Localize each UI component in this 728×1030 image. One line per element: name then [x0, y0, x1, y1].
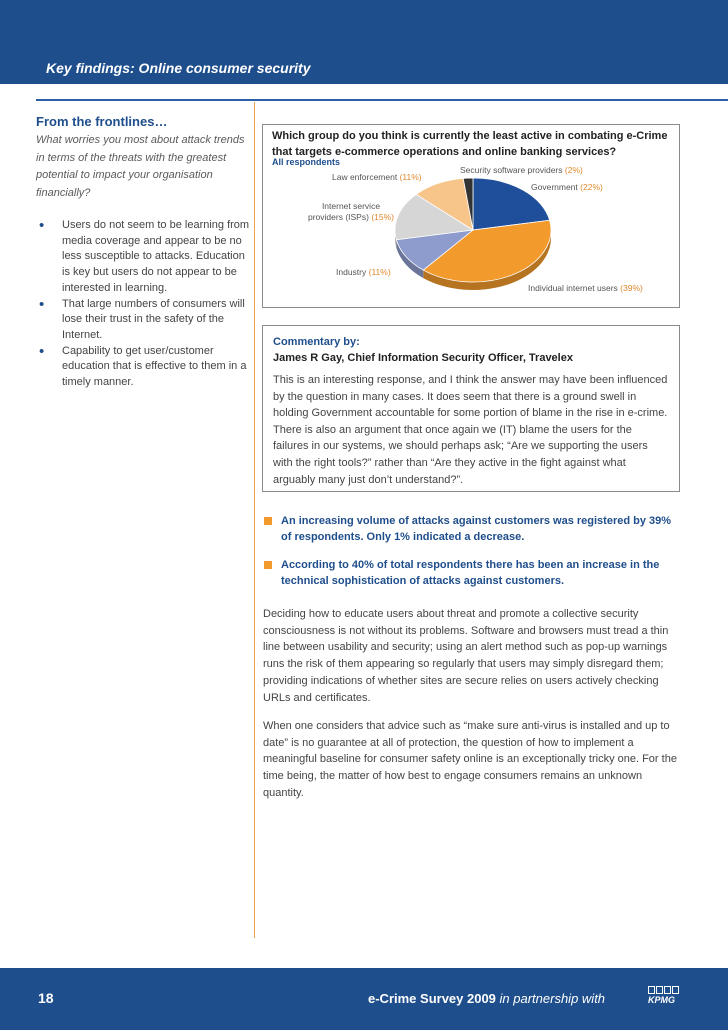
section-title: Key findings: Online consumer security — [46, 60, 311, 76]
chart-box — [262, 124, 680, 308]
frontlines-question: What worries you most about attack trends in terms of the threats with the greatest potential to impact your organisation financially? — [36, 134, 245, 199]
pie-label-text: Government — [531, 182, 578, 192]
pie-label-text: Industry — [336, 267, 367, 277]
survey-name: e-Crime Survey 2009 — [368, 991, 496, 1006]
partnership-text: in partnership with — [495, 991, 606, 1006]
commentary-text: This is an interesting response, and I think the answer may have been influenced by the question in many cases. It does seem that there is a ground swell in holding Government accountable for some portion of blame in the rise in e-crime. There is also an argument that once again we (IT) blame the users for the failures in our systems, we should perhaps ask; “Are we supporting the users with the right tools?” rather than “Are they active in the fight against what arguably many just don’t understand?”. — [273, 374, 668, 486]
commentary-author: James R Gay, Chief Information Security Officer, Travelex — [273, 352, 573, 364]
pie-label-pct: (11%) — [368, 267, 391, 277]
frontlines-bullet: • Capability to get user/customer education that is effective to them in a timely manner. — [36, 344, 251, 391]
footer-text — [368, 991, 605, 1006]
body-paragraph: Deciding how to educate users about threat and promote a collective security consciousness is not without its problems. Software and browsers must tread a thin line between usability and security; using an alert method such as pop-up warnings runs the risk of them appearing so regularly that users may simply disregard them; providing indications of whether sites are secure relies on users actively checking URLs and certificates. — [263, 608, 669, 704]
pie-label-text: Individual internet users — [528, 283, 618, 293]
pie-label-text: Law enforcement — [332, 172, 398, 182]
pie-label-pct: (39%) — [620, 283, 643, 293]
chart-title: Which group do you think is currently the least active in combating e-Crime that targets e-commerce operations and online banking services? — [272, 130, 668, 158]
page-number: 18 — [38, 990, 54, 1006]
kpmg-logo — [648, 986, 682, 1008]
key-finding: According to 40% of total respondents there has been an increase in the technical sophistication of attacks against customers. — [264, 557, 684, 589]
pie-label-text: Security software providers — [460, 165, 563, 175]
footer-band — [0, 968, 728, 1030]
pie-label-isps — [293, 201, 409, 223]
pie-label-industry — [336, 267, 391, 278]
body-paragraph: When one considers that advice such as “make sure anti-virus is installed and up to date” is no guarantee at all of protection, the question of how to implement a meaningful baseline for consumer safety online is an exceptionally tricky one. For the time being, the matter of how best to engage consumers remains an unknown quantity. — [263, 720, 677, 799]
frontlines-column — [36, 114, 251, 391]
chart-subtitle: All respondents — [272, 157, 341, 167]
key-finding: An increasing volume of attacks against customers was registered by 39% of respondents. Only 1% indicated a decrease. — [264, 513, 684, 545]
pie-label-pct: (15%) — [371, 212, 394, 222]
pie-label-government — [531, 182, 603, 193]
pie-label-pct: (2%) — [564, 165, 583, 175]
pie-label-security-software — [460, 165, 583, 176]
commentary-box — [262, 325, 680, 492]
header-rule — [36, 99, 728, 101]
pie-label-pct: (11%) — [399, 172, 422, 182]
pie-label-pct: (22%) — [580, 182, 603, 192]
frontlines-bullet: • Users do not seem to be learning from media coverage and appear to be no less susceptible to attacks. Education is key but users do not appear to be interested in learning. — [36, 218, 251, 297]
commentary-heading: Commentary by: — [273, 336, 360, 348]
frontlines-bullet-list — [36, 218, 251, 391]
column-divider — [254, 102, 255, 938]
logo-wordmark: KPMG — [648, 995, 675, 1005]
frontlines-bullet: • That large numbers of consumers will lose their trust in the safety of the Internet. — [36, 297, 251, 344]
pie-label-law-enforcement — [332, 172, 422, 183]
pie-label-individual-users — [528, 283, 643, 294]
logo-boxes-icon — [648, 986, 682, 994]
frontlines-heading: From the frontlines… — [36, 114, 168, 129]
pie-label-text: Internet service — [321, 201, 381, 211]
pie-label-text: providers (ISPs) — [308, 212, 369, 222]
key-findings-list — [264, 513, 684, 601]
